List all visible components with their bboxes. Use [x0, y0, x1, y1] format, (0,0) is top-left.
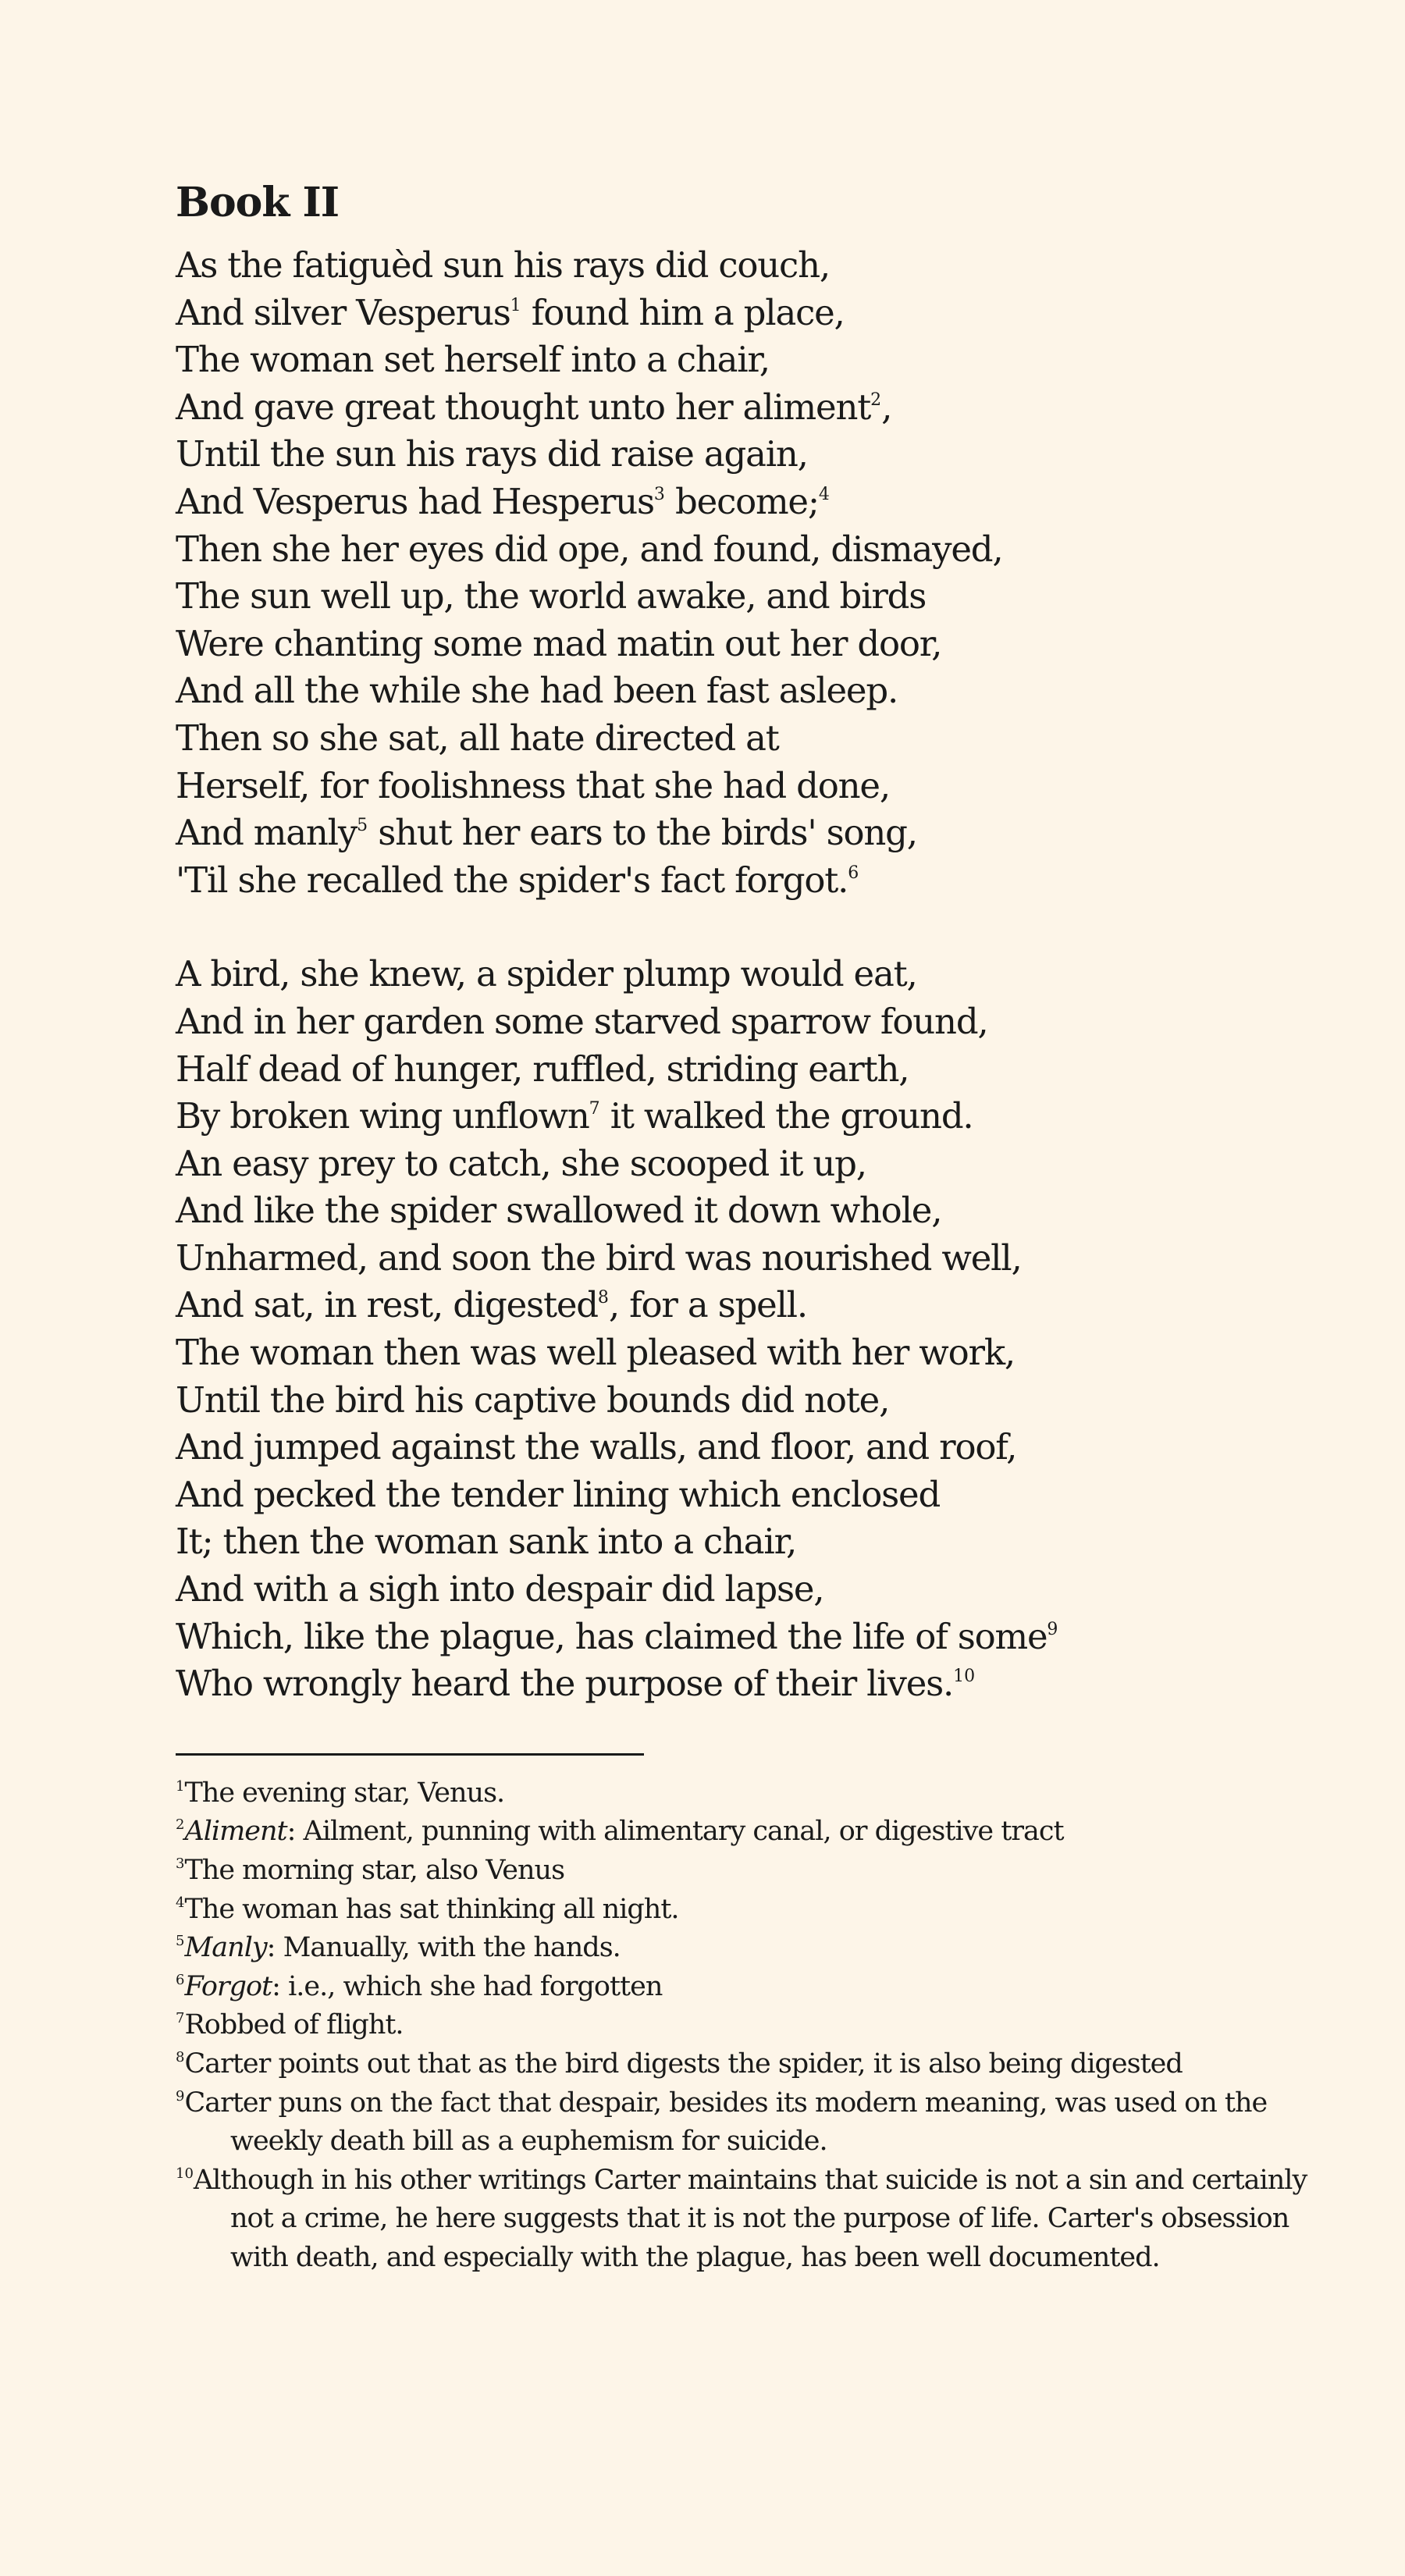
verse-text: Which, like the plague, has claimed the life of some: [176, 1615, 1048, 1657]
footnote-ref: 10: [953, 1667, 976, 1687]
footnote-number: 4: [176, 1894, 185, 1911]
footnote-text: Carter puns on the fact that despair, besides its modern meaning, was used on the weekly death bill as a euphemism for suicide.: [184, 2087, 1268, 2158]
footnote-text: Robbed of flight.: [184, 2009, 404, 2041]
footnote-number: 9: [176, 2087, 185, 2105]
footnote: [176, 2006, 1307, 2045]
verse-text-continued: shut her ears to the birds' song,: [368, 812, 917, 854]
footnote-ref: 7: [589, 1099, 600, 1119]
verse-line: [176, 1660, 1307, 1708]
footnote-text: Although in his other writings Carter maintains that suicide is not a sin and certainly not a crime, he here suggests that it is not the purpose of life. Carter's obsession with death, and especially with the plague, has been well documented.: [193, 2164, 1307, 2273]
verse-text: It; then the woman sank into a chair,: [176, 1521, 797, 1563]
footnote-ref: 6: [848, 863, 859, 883]
stanza: [176, 242, 1307, 904]
verse-text: A bird, she knew, a spider plump would eat,: [176, 953, 917, 995]
footnote-text: The morning star, also Venus: [184, 1855, 565, 1886]
footnote-number: 8: [176, 2048, 185, 2065]
footnote-text: The evening star, Venus.: [184, 1777, 505, 1809]
verse-line: [176, 1046, 1307, 1094]
footnote: [176, 1774, 1307, 1813]
verse-text-continued: it walked the ground.: [599, 1095, 973, 1137]
footnote-number: 7: [176, 2010, 185, 2027]
verse-text: And silver Vesperus: [176, 291, 510, 333]
verse-text-continued: ,: [881, 386, 892, 428]
verse-line: [176, 951, 1307, 998]
verse-text: And jumped against the walls, and floor, and roof,: [176, 1426, 1017, 1468]
footnotes: [176, 1774, 1307, 2278]
footnote-ref: 3: [653, 484, 665, 504]
verse-text: The woman set herself into a chair,: [176, 339, 770, 381]
verse-line: [176, 479, 1307, 526]
footnote-number: 3: [176, 1856, 185, 1872]
verse-text: An easy prey to catch, she scooped it up,: [176, 1142, 866, 1184]
verse-line: [176, 573, 1307, 621]
footnote-text: : Manually, with the hands.: [266, 1932, 621, 1964]
footnote-ref: 5: [357, 816, 368, 836]
verse-text: Then so she sat, all hate directed at: [176, 717, 779, 759]
verse-line: [176, 715, 1307, 763]
footnote-number: 6: [176, 1971, 185, 1988]
verse-line: [176, 1566, 1307, 1614]
verse-text-continued: , for a spell.: [608, 1284, 807, 1326]
verse-text: Unharmed, and soon the bird was nourished well,: [176, 1236, 1022, 1279]
verse-line: [176, 998, 1307, 1046]
verse-text: Were chanting some mad matin out her door,: [176, 622, 942, 664]
verse-text: Half dead of hunger, ruffled, striding earth,: [176, 1048, 909, 1090]
footnote-divider: [176, 1753, 644, 1756]
verse-line: [176, 1235, 1307, 1283]
footnote-ref: 9: [1047, 1619, 1058, 1639]
verse-line: [176, 1329, 1307, 1377]
footnote: [176, 2161, 1307, 2278]
verse-text: And all the while she had been fast asleep.: [176, 670, 898, 712]
footnote-text: : Ailment, punning with alimentary canal, or digestive tract: [286, 1816, 1064, 1848]
verse-text: By broken wing unflown: [176, 1095, 589, 1137]
verse-line: [176, 1377, 1307, 1425]
verse-text: And in her garden some starved sparrow found,: [176, 1000, 988, 1042]
verse-text: And pecked the tender lining which enclosed: [176, 1473, 941, 1515]
footnote-text: Carter points out that as the bird digests the spider, it is also being digested: [184, 2048, 1183, 2080]
poem: [176, 242, 1307, 1708]
footnote-ref: 4: [818, 484, 830, 504]
footnote-number: 2: [176, 1816, 185, 1834]
footnote: [176, 1813, 1307, 1852]
footnote-number: 1: [176, 1777, 185, 1795]
verse-text: And sat, in rest, digested: [176, 1284, 598, 1326]
footnote: [176, 2084, 1307, 2161]
verse-line: [176, 763, 1307, 810]
footnote-ref: 1: [510, 295, 521, 315]
footnote: [176, 1891, 1307, 1930]
footnote-ref: 8: [597, 1288, 609, 1308]
footnote: [176, 1929, 1307, 1968]
verse-line: [176, 526, 1307, 574]
stanza: [176, 951, 1307, 1708]
verse-line: [176, 857, 1307, 905]
footnote-ref: 2: [870, 390, 882, 410]
verse-text: The sun well up, the world awake, and birds: [176, 575, 927, 617]
verse-line: [176, 1471, 1307, 1519]
book-heading: Book II: [176, 179, 340, 226]
verse-text: And with a sigh into despair did lapse,: [176, 1568, 824, 1610]
verse-line: [176, 336, 1307, 384]
footnote: [176, 1852, 1307, 1891]
footnote-number: 5: [176, 1933, 185, 1950]
footnote-term: Aliment: [184, 1816, 287, 1848]
verse-line: [176, 242, 1307, 290]
verse-line: [176, 809, 1307, 857]
verse-text: Herself, for foolishness that she had done,: [176, 764, 890, 806]
footnote: [176, 1968, 1307, 2007]
footnote-term: Manly: [184, 1932, 267, 1964]
verse-text: And like the spider swallowed it down whole,: [176, 1190, 942, 1232]
footnote-text: The woman has sat thinking all night.: [184, 1893, 679, 1925]
verse-text: As the fatiguèd sun his rays did couch,: [176, 244, 830, 286]
verse-line: [176, 1140, 1307, 1188]
verse-line: [176, 290, 1307, 337]
verse-text: 'Til she recalled the spider's fact forgot.: [176, 859, 848, 901]
verse-line: [176, 621, 1307, 668]
verse-text-continued: found him a place,: [521, 291, 845, 333]
verse-text: And Vesperus had Hesperus: [176, 480, 654, 522]
verse-text: Until the bird his captive bounds did note,: [176, 1379, 890, 1421]
footnote-number: 10: [176, 2165, 194, 2182]
verse-line: [176, 431, 1307, 479]
verse-text: Who wrongly heard the purpose of their lives.: [176, 1663, 954, 1705]
verse-text: Until the sun his rays did raise again,: [176, 433, 808, 475]
footnote-text: : i.e., which she had forgotten: [272, 1970, 663, 2002]
stanza-break: [176, 904, 1307, 951]
verse-line: [176, 667, 1307, 715]
verse-line: [176, 1518, 1307, 1566]
verse-text: The woman then was well pleased with her work,: [176, 1332, 1015, 1374]
verse-text-continued: become;: [664, 480, 819, 522]
verse-line: [176, 1187, 1307, 1235]
footnote-term: Forgot: [184, 1970, 272, 2002]
verse-line: [176, 1282, 1307, 1329]
verse-line: [176, 1424, 1307, 1471]
verse-text: And manly: [176, 812, 357, 854]
verse-text: Then she her eyes did ope, and found, dismayed,: [176, 528, 1003, 570]
footnote: [176, 2045, 1307, 2084]
page: [176, 164, 1307, 2278]
verse-line: [176, 1093, 1307, 1140]
verse-line: [176, 384, 1307, 432]
verse-text: And gave great thought unto her aliment: [176, 386, 871, 428]
verse-line: [176, 1614, 1307, 1661]
